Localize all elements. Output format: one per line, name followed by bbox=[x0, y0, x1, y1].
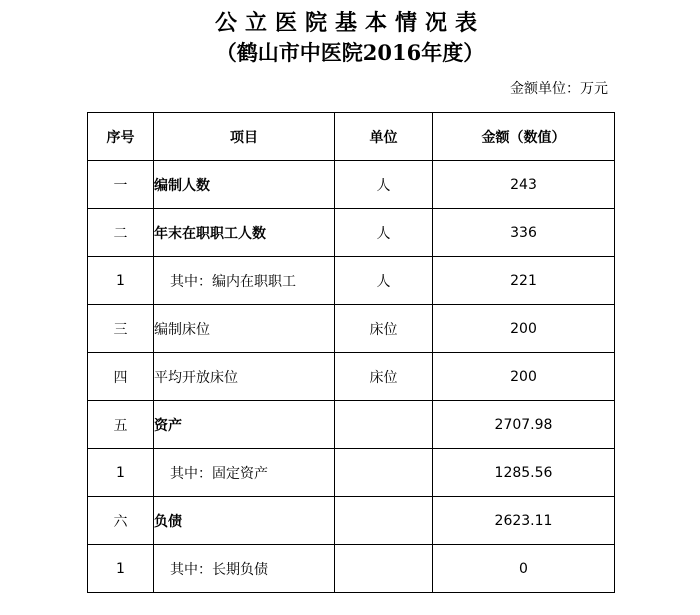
row-value: 2707.98 bbox=[433, 401, 615, 449]
row-seq: 六 bbox=[88, 497, 154, 545]
row-unit bbox=[335, 545, 433, 593]
row-unit bbox=[335, 497, 433, 545]
column-header-unit: 单位 bbox=[335, 113, 433, 161]
row-item: 其中：长期负债 bbox=[154, 545, 335, 593]
hospital-info-table bbox=[87, 112, 615, 593]
row-seq: 1 bbox=[88, 257, 154, 305]
table-row bbox=[88, 209, 615, 257]
row-value: 336 bbox=[433, 209, 615, 257]
row-item: 其中：编内在职职工 bbox=[154, 257, 335, 305]
row-seq: 1 bbox=[88, 449, 154, 497]
row-seq: 四 bbox=[88, 353, 154, 401]
table-row bbox=[88, 401, 615, 449]
table-row bbox=[88, 449, 615, 497]
column-header-value: 金额（数值） bbox=[433, 113, 615, 161]
row-value: 221 bbox=[433, 257, 615, 305]
row-unit: 人 bbox=[335, 209, 433, 257]
currency-unit-note: 金额单位：万元 bbox=[510, 81, 608, 97]
row-item: 其中：固定资产 bbox=[154, 449, 335, 497]
row-seq: 一 bbox=[88, 161, 154, 209]
table-row bbox=[88, 305, 615, 353]
row-value: 1285.56 bbox=[433, 449, 615, 497]
row-item: 资产 bbox=[154, 401, 335, 449]
row-value: 200 bbox=[433, 305, 615, 353]
row-item: 编制人数 bbox=[154, 161, 335, 209]
row-seq: 五 bbox=[88, 401, 154, 449]
row-unit: 人 bbox=[335, 257, 433, 305]
row-seq: 三 bbox=[88, 305, 154, 353]
row-unit: 床位 bbox=[335, 353, 433, 401]
row-item: 编制床位 bbox=[154, 305, 335, 353]
row-value: 2623.11 bbox=[433, 497, 615, 545]
table-header-row bbox=[88, 113, 615, 161]
row-value: 243 bbox=[433, 161, 615, 209]
row-value: 200 bbox=[433, 353, 615, 401]
row-seq: 1 bbox=[88, 545, 154, 593]
page-title: 公立医院基本情况表 bbox=[214, 10, 485, 36]
row-unit bbox=[335, 449, 433, 497]
row-unit: 人 bbox=[335, 161, 433, 209]
column-header-seq: 序号 bbox=[88, 113, 154, 161]
row-seq: 二 bbox=[88, 209, 154, 257]
row-value: 0 bbox=[433, 545, 615, 593]
table-row bbox=[88, 353, 615, 401]
row-unit: 床位 bbox=[335, 305, 433, 353]
row-item: 年末在职职工人数 bbox=[154, 209, 335, 257]
table-row bbox=[88, 257, 615, 305]
row-item: 负债 bbox=[154, 497, 335, 545]
row-item: 平均开放床位 bbox=[154, 353, 335, 401]
table-row bbox=[88, 497, 615, 545]
table-row bbox=[88, 545, 615, 593]
table-row bbox=[88, 161, 615, 209]
row-unit bbox=[335, 401, 433, 449]
page-subtitle: （鹤山市中医院2016年度） bbox=[215, 40, 485, 65]
table-body bbox=[88, 161, 615, 593]
column-header-item: 项目 bbox=[154, 113, 335, 161]
